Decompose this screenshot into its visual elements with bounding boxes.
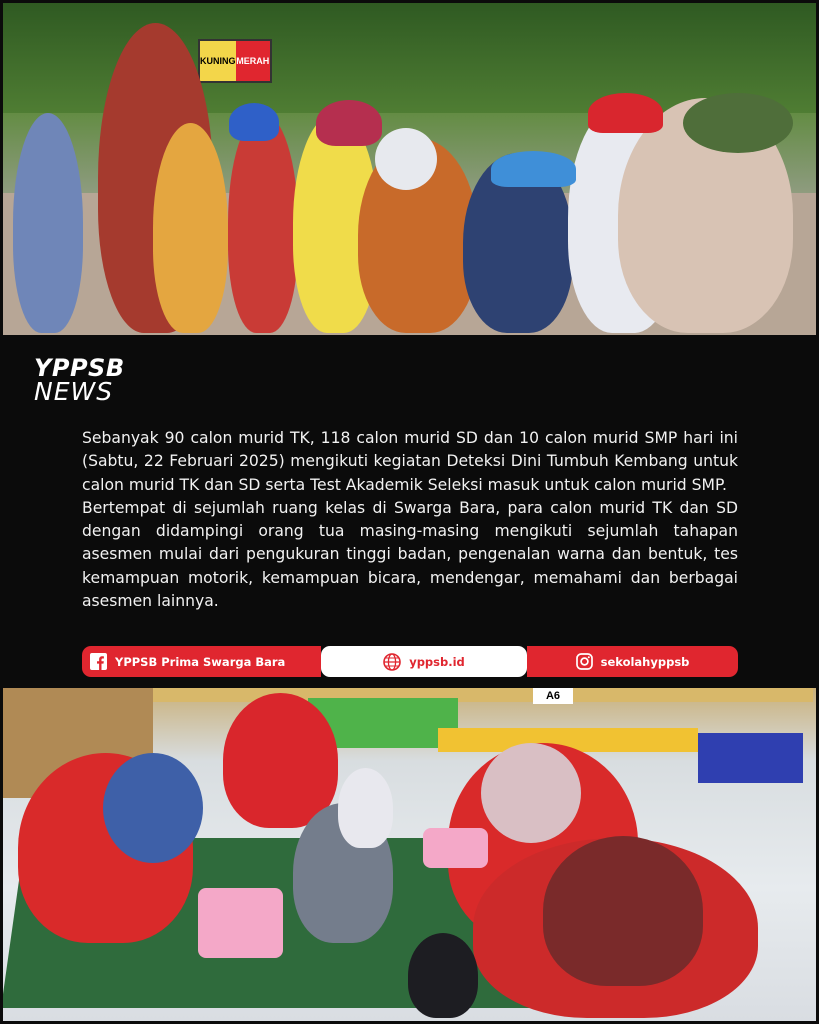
article-paragraph-1: Sebanyak 90 calon murid TK, 118 calon murid SD dan 10 calon murid SMP hari ini (Sabtu, 22 Februari 2025) mengikuti kegiatan Deteksi Dini Tumbuh Kembang untuk calon murid TK dan SD serta Test Akademik Seleksi masuk untuk calon murid SMP. — [82, 429, 738, 494]
globe-icon — [383, 653, 401, 671]
contact-bar — [82, 646, 738, 677]
facebook-link[interactable] — [82, 646, 321, 677]
shelf-label: A6 — [533, 688, 573, 704]
instagram-link[interactable] — [527, 646, 738, 677]
instagram-icon — [576, 653, 593, 670]
facebook-label: YPPSB Prima Swarga Bara — [115, 654, 286, 669]
bottom-photo-classroom-assessment — [3, 688, 816, 1021]
color-sign — [198, 39, 272, 83]
logo-line-yppsb: YPPSB — [34, 354, 125, 382]
facebook-icon — [90, 653, 107, 670]
website-link[interactable] — [321, 646, 527, 677]
top-photo-children-outdoor — [3, 3, 816, 335]
instagram-label: sekolahyppsb — [600, 654, 690, 669]
sign-merah: MERAH — [236, 41, 271, 81]
logo-line-news: NEWS — [34, 376, 114, 406]
website-label: yppsb.id — [409, 654, 465, 669]
sign-kuning: KUNING — [200, 41, 236, 81]
yppsb-news-logo — [34, 354, 125, 406]
article-body — [82, 427, 738, 613]
article-paragraph-2: Bertempat di sejumlah ruang kelas di Swarga Bara, para calon murid TK dan SD dengan didampingi orang tua masing-masing mengikuti sejumlah tahapan asesmen mulai dari pengukuran tinggi badan, pengenalan warna dan bentuk, tes kemampuan motorik, kemampuan bicara, mendengar, memahami dan berbagai asesmen lainnya. — [82, 498, 738, 611]
